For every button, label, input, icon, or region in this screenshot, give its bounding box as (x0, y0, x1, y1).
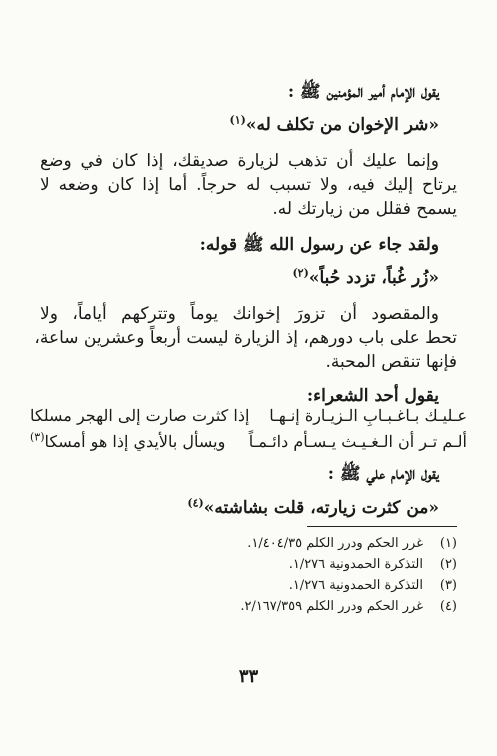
quote-1 (40, 113, 457, 137)
poem-verse-2 (30, 429, 467, 455)
poem-verse-1-first: عـليـك بـاغـبـابِ الـزيـارة إنـهـا (269, 406, 467, 425)
footnote-3-number: (٣) (439, 578, 457, 593)
footnote-1 (40, 533, 457, 554)
footnotes (40, 533, 457, 617)
quote-2 (40, 266, 457, 290)
footnote-2-number: (٢) (439, 557, 457, 572)
quote-3-text: «من كثرت زيارته، قلت بشاشته» (203, 498, 439, 518)
footnote-4 (40, 596, 457, 617)
heading-poet: يقول أحد الشعراء: (306, 386, 439, 406)
footnote-ref-4: (٤) (187, 496, 204, 510)
footnote-4-text: غرر الحكم ودرر الكلم ٢/١٦٧/٣٥٩. (240, 599, 423, 614)
footnote-3 (40, 575, 457, 596)
quote-1-text: «شر الإخوان من تكلف له» (245, 115, 439, 135)
page-number: ٣٣ (238, 666, 259, 687)
poem-verse-2-second (30, 429, 225, 455)
quote-2-text: «زُر غُباً، تزدد حُباً» (308, 268, 439, 288)
quote-3 (40, 496, 457, 520)
paragraph-1 (40, 149, 457, 221)
paragraph-2-line-2: تحط على باب دورهم، إذ الزيارة ليست أربعاً وعشرين ساعة، (34, 328, 457, 348)
footnote-ref-2: (٢) (292, 266, 309, 280)
footnote-3-text: التذكرة الحمدونية ١/٢٧٦. (288, 578, 423, 593)
heading-ali: يقول الإمام علي ﷺ : (327, 464, 439, 484)
paragraph-2-line-1: والمقصود أن تزورَ إخوانك يوماً وتتركهم أياماً، ولا (40, 304, 439, 324)
poem-verse-1-second: إذا كثرت صارت إلى الهجر مسلكا (30, 406, 250, 425)
paragraph-1-line-3: يسمح فقلل من زيارتك له. (272, 199, 457, 219)
main-text-end (40, 462, 457, 520)
footnote-2 (40, 554, 457, 575)
main-text (34, 80, 457, 408)
footnote-1-number: (١) (439, 536, 457, 551)
paragraph-1-line-1: وإنما عليك أن تذهب لزيارة صديقك، إذا كان في وضع (40, 151, 439, 171)
poem (30, 403, 467, 455)
footnote-ref-3: (٣) (30, 430, 45, 444)
footnote-divider (307, 526, 457, 527)
heading-prophet: ولقد جاء عن رسول الله ﷺ قوله: (199, 235, 439, 255)
footnote-1-text: غرر الحكم ودرر الكلم ١/٤٠٤/٣٥. (247, 536, 423, 551)
footnote-4-number: (٤) (439, 599, 457, 614)
poem-verse-2-first: ألـم تـر أن الـغـيـث يـسـأم دائـمـاً (248, 432, 467, 451)
heading-imam: يقول الإمام أمير المؤمنين ﷺ : (287, 82, 439, 102)
footnote-ref-1: (١) (229, 113, 246, 127)
footnote-2-text: التذكرة الحمدونية ١/٢٧٦. (288, 557, 423, 572)
paragraph-2-line-3: فإنها تنقص المحبة. (325, 352, 457, 372)
paragraph-1-line-2: يرتاح إليك فيه، ولا تسبب له حرجاً. أما إذا كان وضعه لا (40, 175, 457, 195)
poem-verse-2-second-text: ويسأل بالأيدي إذا هو أمسكا (44, 432, 226, 451)
poem-verse-1 (30, 403, 467, 429)
paragraph-2 (34, 302, 457, 374)
